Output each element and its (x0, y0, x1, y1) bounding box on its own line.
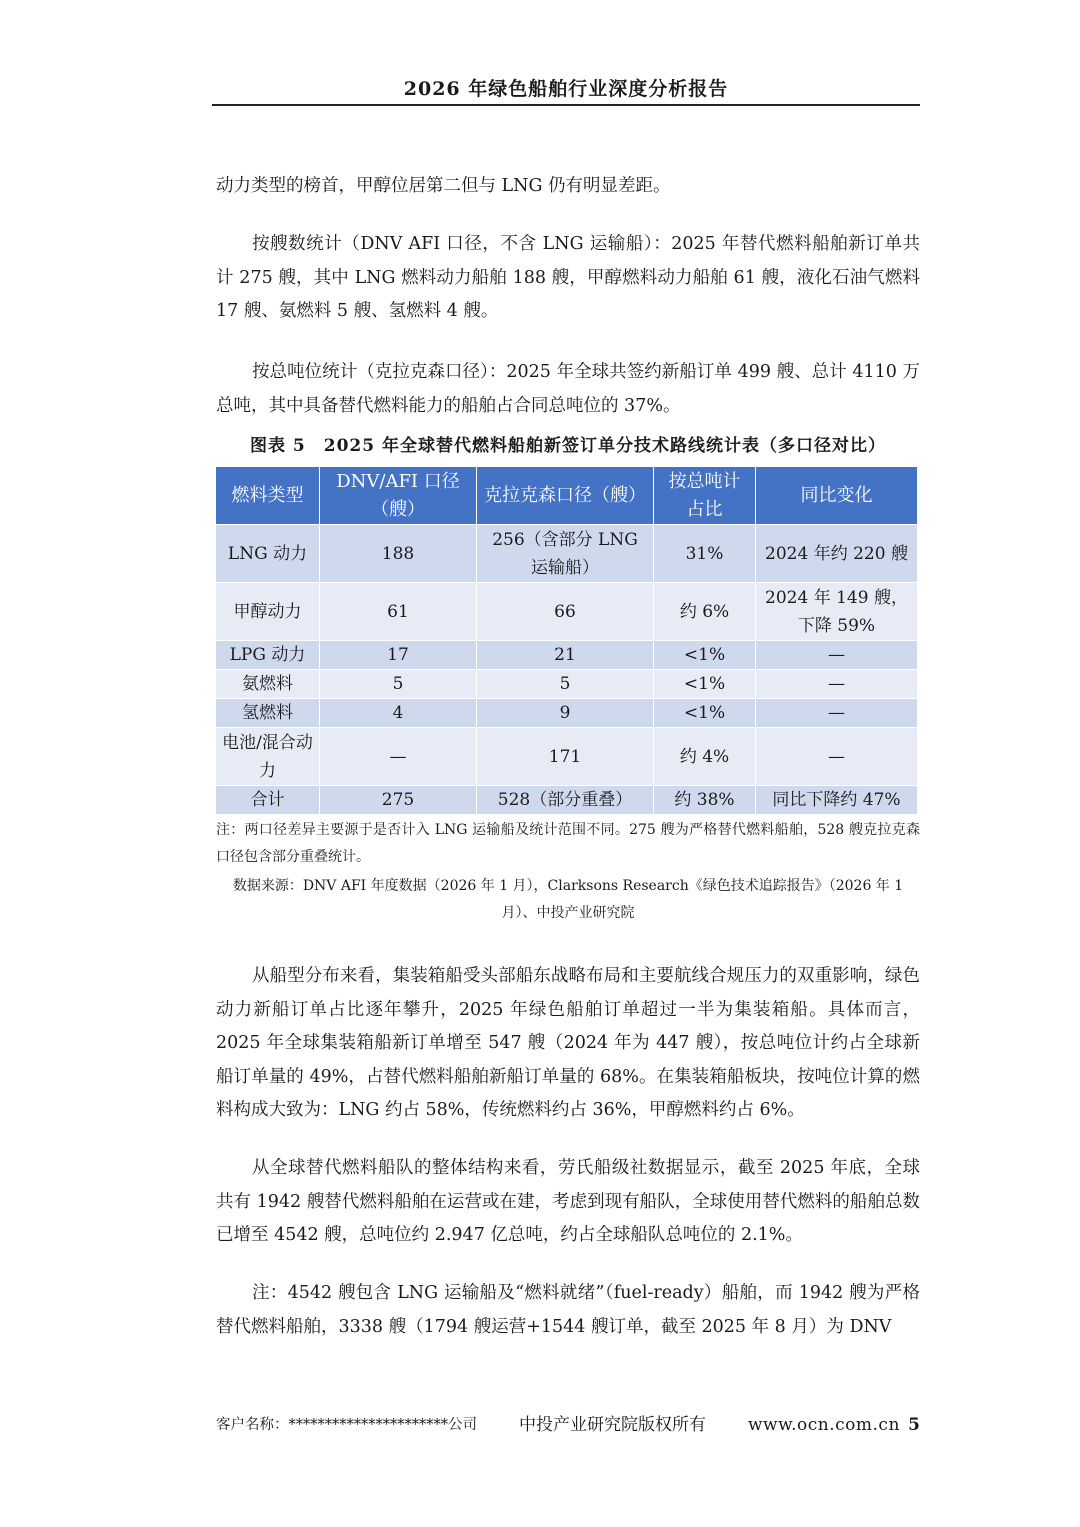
column-header: 按总吨计占比 (654, 467, 756, 525)
table-cell: 9 (477, 699, 654, 728)
table-cell: 氢燃料 (216, 699, 320, 728)
table-cell: 同比下降约 47% (756, 786, 918, 815)
column-header: 克拉克森口径（艘） (477, 467, 654, 525)
column-header: 燃料类型 (216, 467, 320, 525)
column-header: DNV/AFI 口径（艘） (320, 467, 477, 525)
table-cell: 氨燃料 (216, 670, 320, 699)
page-footer (216, 1410, 920, 1440)
table-cell: 约 6% (654, 583, 756, 641)
table-cell: 4 (320, 699, 477, 728)
table-cell: LNG 动力 (216, 525, 320, 583)
table-cell: <1% (654, 699, 756, 728)
copyright-notice: 中投产业研究院版权所有 (519, 1415, 706, 1435)
table-cell: 275 (320, 786, 477, 815)
table-cell: 2024 年约 220 艘 (756, 525, 918, 583)
table-row (216, 525, 918, 583)
table-note: 注：两口径差异主要源于是否计入 LNG 运输船及统计范围不同。275 艘为严格替代燃料船舶，528 艘克拉克森口径包含部分重叠统计。 (216, 822, 920, 865)
table-cell: LPG 动力 (216, 641, 320, 670)
table-cell: — (320, 728, 477, 786)
table-cell: 256（含部分 LNG 运输船） (477, 525, 654, 583)
table-cell: 171 (477, 728, 654, 786)
table-cell: <1% (654, 641, 756, 670)
data-source: 数据来源：DNV AFI 年度数据（2026 年 1 月），Clarksons Research《绿色技术追踪报告》（2026 年 1 月）、中投产业研究院 (232, 878, 904, 921)
table-row (216, 699, 918, 728)
table-cell: 66 (477, 583, 654, 641)
paragraph-3: 按总吨位统计（克拉克森口径）：2025 年全球共签约新船订单 499 艘、总计 4110 万总吨，其中具备替代燃料能力的船舶占合同总吨位的 37%。 (216, 362, 920, 416)
page-number: 5 (908, 1415, 920, 1435)
paragraph-6: 注：4542 艘包含 LNG 运输船及“燃料就绪”（fuel-ready）船舶，而 1942 艘为严格替代燃料船舶，3338 艘（1794 艘运营+1544 艘订单，截至 2025 年 8 月）为 DNV (216, 1283, 920, 1337)
table-cell: <1% (654, 670, 756, 699)
table-cell: — (756, 728, 918, 786)
table-row (216, 583, 918, 641)
table-header-row (216, 467, 918, 525)
figure-caption: 图表 5 2025 年全球替代燃料船舶新签订单分技术路线统计表（多口径对比） (250, 436, 886, 456)
column-header: 同比变化 (756, 467, 918, 525)
table-cell: 约 4% (654, 728, 756, 786)
paragraph-5: 从全球替代燃料船队的整体结构来看，劳氏船级社数据显示，截至 2025 年底，全球共有 1942 艘替代燃料船舶在运营或在建，考虑到现有船队，全球使用替代燃料的船舶总数已增至 4542 艘，总吨位约 2.947 亿总吨，约占全球船队总吨位的 2.1%。 (216, 1158, 920, 1245)
table-cell: 31% (654, 525, 756, 583)
table-cell: 188 (320, 525, 477, 583)
table-cell: — (756, 699, 918, 728)
table-cell: 甲醇动力 (216, 583, 320, 641)
report-title: 2026 年绿色船舶行业深度分析报告 (403, 78, 729, 100)
paragraph-1: 动力类型的榜首，甲醇位居第二但与 LNG 仍有明显差距。 (216, 176, 671, 196)
table-cell: 约 38% (654, 786, 756, 815)
table-cell: 21 (477, 641, 654, 670)
table-cell: 5 (320, 670, 477, 699)
table-cell: 61 (320, 583, 477, 641)
table-cell: 电池/混合动力 (216, 728, 320, 786)
paragraph-2: 按艘数统计（DNV AFI 口径，不含 LNG 运输船）：2025 年替代燃料船舶新订单共计 275 艘，其中 LNG 燃料动力船舶 188 艘，甲醇燃料动力船舶 61 艘，液化石油气燃料 17 艘、氨燃料 5 艘、氢燃料 4 艘。 (216, 234, 920, 321)
website-url: www.ocn.com.cn (748, 1415, 900, 1435)
table-cell: 合计 (216, 786, 320, 815)
fuel-statistics-table (215, 466, 918, 815)
table-cell: — (756, 641, 918, 670)
table-cell: 2024 年 149 艘，下降 59% (756, 583, 918, 641)
page-header (212, 74, 920, 106)
table-row (216, 728, 918, 786)
table-total-row (216, 786, 918, 815)
paragraph-4: 从船型分布来看，集装箱船受头部船东战略布局和主要航线合规压力的双重影响，绿色动力新船订单占比逐年攀升，2025 年绿色船舶订单超过一半为集装箱船。具体而言，2025 年全球集装箱船新订单增至 547 艘（2024 年为 447 艘），按总吨位计约占全球新船订单量的 49%，占替代燃料船舶新船订单量的 68%。在集装箱船板块，按吨位计算的燃料构成大致为：LNG 约占 58%，传统燃料约占 36%，甲醇燃料约占 6%。 (216, 966, 920, 1120)
table-cell: 5 (477, 670, 654, 699)
customer-name: 客户名称：**********************公司 (216, 1417, 477, 1433)
table-cell: 17 (320, 641, 477, 670)
table-cell: — (756, 670, 918, 699)
table-row (216, 641, 918, 670)
table-cell: 528（部分重叠） (477, 786, 654, 815)
table-row (216, 670, 918, 699)
